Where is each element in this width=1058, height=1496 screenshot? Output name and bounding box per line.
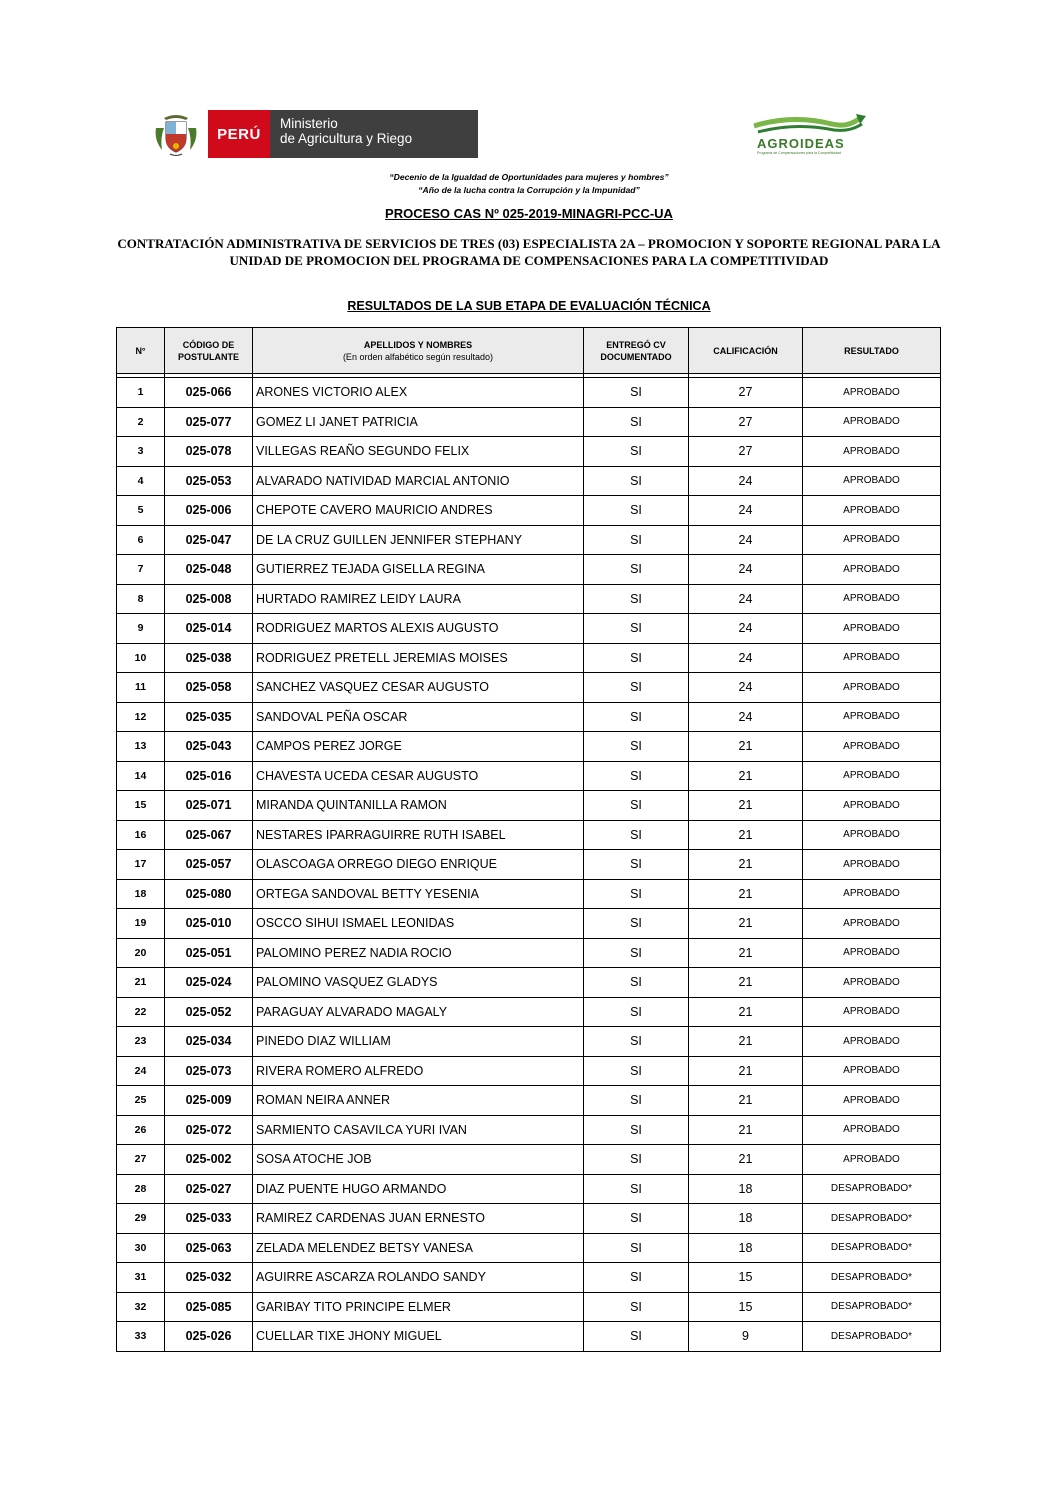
cv-delivered: SI xyxy=(584,555,689,585)
result: APROBADO xyxy=(803,525,941,555)
table-row xyxy=(117,1115,941,1145)
row-number: 23 xyxy=(117,1027,165,1057)
table-row xyxy=(117,466,941,496)
applicant-code: 025-071 xyxy=(165,791,253,821)
row-number: 33 xyxy=(117,1322,165,1352)
applicant-name: AGUIRRE ASCARZA ROLANDO SANDY xyxy=(253,1263,584,1293)
result: APROBADO xyxy=(803,702,941,732)
result: APROBADO xyxy=(803,1145,941,1175)
applicant-code: 025-073 xyxy=(165,1056,253,1086)
applicant-name: SANCHEZ VASQUEZ CESAR AUGUSTO xyxy=(253,673,584,703)
applicant-name: ROMAN NEIRA ANNER xyxy=(253,1086,584,1116)
result: APROBADO xyxy=(803,437,941,467)
results-subtitle: RESULTADOS DE LA SUB ETAPA DE EVALUACIÓN TÉCNICA xyxy=(347,299,711,313)
ministry-logo xyxy=(152,110,478,158)
score: 27 xyxy=(689,407,803,437)
applicant-code: 025-033 xyxy=(165,1204,253,1234)
applicant-code: 025-043 xyxy=(165,732,253,762)
score: 24 xyxy=(689,614,803,644)
row-number: 27 xyxy=(117,1145,165,1175)
result: DESAPROBADO* xyxy=(803,1233,941,1263)
score: 21 xyxy=(689,968,803,998)
table-row xyxy=(117,1322,941,1352)
cv-delivered: SI xyxy=(584,997,689,1027)
result: APROBADO xyxy=(803,496,941,526)
table-row xyxy=(117,378,941,408)
applicant-code: 025-014 xyxy=(165,614,253,644)
header-cv-line1: ENTREGÓ CV xyxy=(606,339,666,350)
applicant-name: DE LA CRUZ GUILLEN JENNIFER STEPHANY xyxy=(253,525,584,555)
score: 21 xyxy=(689,820,803,850)
header-cv-line2: DOCUMENTADO xyxy=(600,351,672,362)
table-row xyxy=(117,525,941,555)
row-number: 9 xyxy=(117,614,165,644)
row-number: 29 xyxy=(117,1204,165,1234)
applicant-code: 025-008 xyxy=(165,584,253,614)
cv-delivered: SI xyxy=(584,525,689,555)
header-calificacion: CALIFICACIÓN xyxy=(689,328,803,374)
score: 27 xyxy=(689,378,803,408)
applicant-code: 025-027 xyxy=(165,1174,253,1204)
applicant-code: 025-047 xyxy=(165,525,253,555)
result: APROBADO xyxy=(803,1027,941,1057)
document-title: CONTRATACIÓN ADMINISTRATIVA DE SERVICIOS DE TRES (03) ESPECIALISTA 2A – PROMOCION Y SOPORTE REGIONAL PARA LA UNIDAD DE PROMOCION DEL PROGRAMA DE COMPENSACIONES PARA LA COMPETITIVIDAD xyxy=(117,236,941,268)
score: 21 xyxy=(689,1027,803,1057)
applicant-code: 025-052 xyxy=(165,997,253,1027)
result: APROBADO xyxy=(803,1056,941,1086)
score: 27 xyxy=(689,437,803,467)
cv-delivered: SI xyxy=(584,702,689,732)
row-number: 4 xyxy=(117,466,165,496)
row-number: 16 xyxy=(117,820,165,850)
cv-delivered: SI xyxy=(584,938,689,968)
cv-delivered: SI xyxy=(584,614,689,644)
table-row xyxy=(117,584,941,614)
header-n: N° xyxy=(117,328,165,374)
header-codigo-line1: CÓDIGO DE xyxy=(182,339,235,350)
applicant-code: 025-078 xyxy=(165,437,253,467)
applicant-code: 025-024 xyxy=(165,968,253,998)
row-number: 24 xyxy=(117,1056,165,1086)
cv-delivered: SI xyxy=(584,584,689,614)
row-number: 26 xyxy=(117,1115,165,1145)
applicant-name: ARONES VICTORIO ALEX xyxy=(253,378,584,408)
applicant-code: 025-002 xyxy=(165,1145,253,1175)
cv-delivered: SI xyxy=(584,968,689,998)
table-row xyxy=(117,938,941,968)
score: 24 xyxy=(689,643,803,673)
applicant-code: 025-072 xyxy=(165,1115,253,1145)
header-resultado: RESULTADO xyxy=(803,328,941,374)
header-codigo xyxy=(165,328,253,374)
cv-delivered: SI xyxy=(584,673,689,703)
applicant-name: GUTIERREZ TEJADA GISELLA REGINA xyxy=(253,555,584,585)
row-number: 15 xyxy=(117,791,165,821)
row-number: 7 xyxy=(117,555,165,585)
score: 18 xyxy=(689,1204,803,1234)
table-row xyxy=(117,702,941,732)
motto-line2: “Año de la lucha contra la Corrupción y la Impunidad” xyxy=(418,185,640,195)
score: 15 xyxy=(689,1292,803,1322)
table-row xyxy=(117,909,941,939)
table-row xyxy=(117,437,941,467)
score: 18 xyxy=(689,1233,803,1263)
result: APROBADO xyxy=(803,968,941,998)
result: DESAPROBADO* xyxy=(803,1204,941,1234)
applicant-code: 025-077 xyxy=(165,407,253,437)
cv-delivered: SI xyxy=(584,1322,689,1352)
applicant-name: SARMIENTO CASAVILCA YURI IVAN xyxy=(253,1115,584,1145)
score: 24 xyxy=(689,673,803,703)
result: APROBADO xyxy=(803,732,941,762)
ministry-line2: de Agricultura y Riego xyxy=(280,131,413,146)
row-number: 32 xyxy=(117,1292,165,1322)
applicant-code: 025-066 xyxy=(165,378,253,408)
applicant-name: RODRIGUEZ PRETELL JEREMIAS MOISES xyxy=(253,643,584,673)
applicant-code: 025-058 xyxy=(165,673,253,703)
cv-delivered: SI xyxy=(584,643,689,673)
table-row xyxy=(117,496,941,526)
table-row xyxy=(117,791,941,821)
row-number: 22 xyxy=(117,997,165,1027)
score: 21 xyxy=(689,879,803,909)
row-number: 31 xyxy=(117,1263,165,1293)
cv-delivered: SI xyxy=(584,407,689,437)
cv-delivered: SI xyxy=(584,1174,689,1204)
applicant-code: 025-035 xyxy=(165,702,253,732)
motto-line1: “Decenio de la Igualdad de Oportunidades para mujeres y hombres” xyxy=(389,172,669,182)
result: DESAPROBADO* xyxy=(803,1263,941,1293)
cv-delivered: SI xyxy=(584,1233,689,1263)
result: APROBADO xyxy=(803,584,941,614)
table-row xyxy=(117,732,941,762)
row-number: 14 xyxy=(117,761,165,791)
table-row xyxy=(117,1145,941,1175)
applicant-code: 025-051 xyxy=(165,938,253,968)
applicant-name: ALVARADO NATIVIDAD MARCIAL ANTONIO xyxy=(253,466,584,496)
table-row xyxy=(117,820,941,850)
applicant-name: RODRIGUEZ MARTOS ALEXIS AUGUSTO xyxy=(253,614,584,644)
agroideas-swoosh-icon xyxy=(752,112,872,136)
result: APROBADO xyxy=(803,614,941,644)
agroideas-name: AGROIDEAS xyxy=(757,136,845,151)
applicant-name: ORTEGA SANDOVAL BETTY YESENIA xyxy=(253,879,584,909)
cv-delivered: SI xyxy=(584,732,689,762)
score: 21 xyxy=(689,1086,803,1116)
row-number: 28 xyxy=(117,1174,165,1204)
row-number: 1 xyxy=(117,378,165,408)
result: APROBADO xyxy=(803,1086,941,1116)
applicant-name: CHEPOTE CAVERO MAURICIO ANDRES xyxy=(253,496,584,526)
row-number: 8 xyxy=(117,584,165,614)
table-row xyxy=(117,1174,941,1204)
table-row xyxy=(117,1086,941,1116)
row-number: 2 xyxy=(117,407,165,437)
score: 24 xyxy=(689,466,803,496)
applicant-code: 025-034 xyxy=(165,1027,253,1057)
score: 21 xyxy=(689,997,803,1027)
table-row xyxy=(117,1263,941,1293)
result: APROBADO xyxy=(803,673,941,703)
table-row xyxy=(117,407,941,437)
ministry-line1: Ministerio xyxy=(280,116,338,131)
header-nombres-line2: (En orden alfabético según resultado) xyxy=(342,351,494,362)
row-number: 11 xyxy=(117,673,165,703)
table-row xyxy=(117,1204,941,1234)
applicant-name: CUELLAR TIXE JHONY MIGUEL xyxy=(253,1322,584,1352)
cv-delivered: SI xyxy=(584,1027,689,1057)
score: 21 xyxy=(689,732,803,762)
score: 18 xyxy=(689,1174,803,1204)
applicant-name: VILLEGAS REAÑO SEGUNDO FELIX xyxy=(253,437,584,467)
applicant-name: GARIBAY TITO PRINCIPE ELMER xyxy=(253,1292,584,1322)
cv-delivered: SI xyxy=(584,1292,689,1322)
cv-delivered: SI xyxy=(584,466,689,496)
applicant-name: RAMIREZ CARDENAS JUAN ERNESTO xyxy=(253,1204,584,1234)
row-number: 13 xyxy=(117,732,165,762)
row-number: 25 xyxy=(117,1086,165,1116)
ministry-name xyxy=(270,110,478,158)
table-row xyxy=(117,673,941,703)
cv-delivered: SI xyxy=(584,437,689,467)
table-row xyxy=(117,1233,941,1263)
row-number: 19 xyxy=(117,909,165,939)
table-row xyxy=(117,879,941,909)
applicant-code: 025-032 xyxy=(165,1263,253,1293)
applicant-code: 025-053 xyxy=(165,466,253,496)
applicant-code: 025-080 xyxy=(165,879,253,909)
applicant-name: OSCCO SIHUI ISMAEL LEONIDAS xyxy=(253,909,584,939)
applicant-name: HURTADO RAMIREZ LEIDY LAURA xyxy=(253,584,584,614)
row-number: 18 xyxy=(117,879,165,909)
result: APROBADO xyxy=(803,997,941,1027)
cv-delivered: SI xyxy=(584,1115,689,1145)
score: 21 xyxy=(689,761,803,791)
table-row xyxy=(117,968,941,998)
row-number: 17 xyxy=(117,850,165,880)
table-row xyxy=(117,761,941,791)
header-nombres-line1: APELLIDOS Y NOMBRES xyxy=(363,339,473,350)
score: 24 xyxy=(689,584,803,614)
applicant-name: PALOMINO PEREZ NADIA ROCIO xyxy=(253,938,584,968)
applicant-name: OLASCOAGA ORREGO DIEGO ENRIQUE xyxy=(253,850,584,880)
cv-delivered: SI xyxy=(584,879,689,909)
table-row xyxy=(117,1292,941,1322)
applicant-name: RIVERA ROMERO ALFREDO xyxy=(253,1056,584,1086)
row-number: 6 xyxy=(117,525,165,555)
applicant-name: CHAVESTA UCEDA CESAR AUGUSTO xyxy=(253,761,584,791)
applicant-code: 025-048 xyxy=(165,555,253,585)
applicant-name: SANDOVAL PEÑA OSCAR xyxy=(253,702,584,732)
cv-delivered: SI xyxy=(584,378,689,408)
cv-delivered: SI xyxy=(584,1056,689,1086)
result: APROBADO xyxy=(803,879,941,909)
cv-delivered: SI xyxy=(584,1204,689,1234)
score: 21 xyxy=(689,791,803,821)
table-row xyxy=(117,850,941,880)
applicant-name: PARAGUAY ALVARADO MAGALY xyxy=(253,997,584,1027)
score: 21 xyxy=(689,1056,803,1086)
table-header-row xyxy=(117,328,941,374)
applicant-code: 025-026 xyxy=(165,1322,253,1352)
result: APROBADO xyxy=(803,378,941,408)
agroideas-tagline: Programa de Compensaciones para la Competitividad xyxy=(757,151,842,155)
row-number: 21 xyxy=(117,968,165,998)
results-table xyxy=(116,327,941,1352)
score: 21 xyxy=(689,938,803,968)
row-number: 5 xyxy=(117,496,165,526)
applicant-code: 025-006 xyxy=(165,496,253,526)
result: APROBADO xyxy=(803,791,941,821)
score: 24 xyxy=(689,496,803,526)
score: 24 xyxy=(689,525,803,555)
agroideas-logo xyxy=(752,112,872,162)
result: APROBADO xyxy=(803,466,941,496)
table-row xyxy=(117,1056,941,1086)
applicant-code: 025-016 xyxy=(165,761,253,791)
score: 21 xyxy=(689,850,803,880)
coat-of-arms-icon xyxy=(152,110,200,158)
applicant-name: PINEDO DIAZ WILLIAM xyxy=(253,1027,584,1057)
applicant-code: 025-009 xyxy=(165,1086,253,1116)
result: APROBADO xyxy=(803,643,941,673)
result: DESAPROBADO* xyxy=(803,1292,941,1322)
applicant-code: 025-063 xyxy=(165,1233,253,1263)
cv-delivered: SI xyxy=(584,1145,689,1175)
result: DESAPROBADO* xyxy=(803,1174,941,1204)
cv-delivered: SI xyxy=(584,909,689,939)
cv-delivered: SI xyxy=(584,820,689,850)
score: 15 xyxy=(689,1263,803,1293)
table-row xyxy=(117,614,941,644)
applicant-name: NESTARES IPARRAGUIRRE RUTH ISABEL xyxy=(253,820,584,850)
applicant-code: 025-085 xyxy=(165,1292,253,1322)
result: APROBADO xyxy=(803,761,941,791)
cv-delivered: SI xyxy=(584,1263,689,1293)
applicant-name: MIRANDA QUINTANILLA RAMON xyxy=(253,791,584,821)
cv-delivered: SI xyxy=(584,850,689,880)
result: APROBADO xyxy=(803,909,941,939)
applicant-name: SOSA ATOCHE JOB xyxy=(253,1145,584,1175)
table-row xyxy=(117,643,941,673)
table-row xyxy=(117,997,941,1027)
header-cv xyxy=(584,328,689,374)
applicant-code: 025-067 xyxy=(165,820,253,850)
row-number: 10 xyxy=(117,643,165,673)
cv-delivered: SI xyxy=(584,761,689,791)
applicant-code: 025-057 xyxy=(165,850,253,880)
result: APROBADO xyxy=(803,407,941,437)
cv-delivered: SI xyxy=(584,496,689,526)
table-row xyxy=(117,555,941,585)
applicant-name: PALOMINO VASQUEZ GLADYS xyxy=(253,968,584,998)
row-number: 20 xyxy=(117,938,165,968)
result: APROBADO xyxy=(803,850,941,880)
applicant-name: ZELADA MELENDEZ BETSY VANESA xyxy=(253,1233,584,1263)
score: 24 xyxy=(689,702,803,732)
score: 9 xyxy=(689,1322,803,1352)
result: APROBADO xyxy=(803,938,941,968)
process-title: PROCESO CAS Nº 025-2019-MINAGRI-PCC-UA xyxy=(385,206,673,221)
peru-label: PERÚ xyxy=(208,110,270,158)
row-number: 12 xyxy=(117,702,165,732)
score: 24 xyxy=(689,555,803,585)
applicant-name: CAMPOS PEREZ JORGE xyxy=(253,732,584,762)
score: 21 xyxy=(689,1145,803,1175)
applicant-name: GOMEZ LI JANET PATRICIA xyxy=(253,407,584,437)
applicant-code: 025-010 xyxy=(165,909,253,939)
header-codigo-line2: POSTULANTE xyxy=(177,351,239,362)
table-body xyxy=(117,374,941,1352)
score: 21 xyxy=(689,909,803,939)
result: APROBADO xyxy=(803,555,941,585)
table-row xyxy=(117,1027,941,1057)
applicant-code: 025-038 xyxy=(165,643,253,673)
result: APROBADO xyxy=(803,1115,941,1145)
cv-delivered: SI xyxy=(584,791,689,821)
result: APROBADO xyxy=(803,820,941,850)
row-number: 3 xyxy=(117,437,165,467)
cv-delivered: SI xyxy=(584,1086,689,1116)
header-nombres xyxy=(253,328,584,374)
score: 21 xyxy=(689,1115,803,1145)
row-number: 30 xyxy=(117,1233,165,1263)
result: DESAPROBADO* xyxy=(803,1322,941,1352)
applicant-name: DIAZ PUENTE HUGO ARMANDO xyxy=(253,1174,584,1204)
